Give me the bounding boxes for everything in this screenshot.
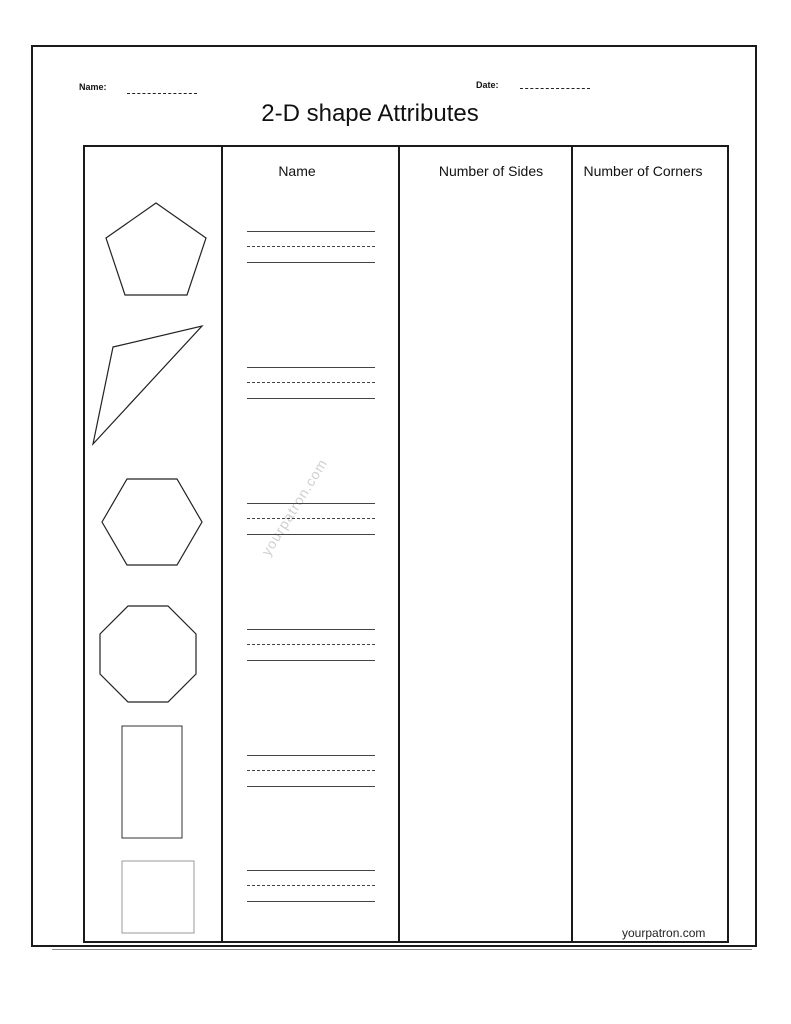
column-header-name: Name [278,163,316,179]
name-writing-lines[interactable] [247,755,375,789]
column-divider-1 [221,145,223,943]
square-icon [119,858,197,936]
page-title: 2-D shape Attributes [261,100,479,127]
date-label: Date: [476,80,499,90]
triangle-icon [88,320,208,450]
date-blank [520,88,590,89]
name-writing-lines[interactable] [247,231,375,265]
name-writing-lines[interactable] [247,629,375,663]
column-header-corners: Number of Corners [583,163,703,179]
name-label: Name: [79,82,107,92]
name-writing-lines[interactable] [247,503,375,537]
footer-site: yourpatron.com [622,926,706,940]
frame-bottom-stroke [52,949,752,950]
octagon-icon [94,601,202,709]
column-divider-2 [398,145,400,943]
name-writing-lines[interactable] [247,367,375,401]
hexagon-icon [97,474,207,570]
name-writing-lines[interactable] [247,870,375,904]
column-divider-3 [571,145,573,943]
watermark: yourpatron.com [258,455,331,559]
rectangle-icon [119,723,185,841]
name-blank [127,93,197,94]
pentagon-icon [100,198,212,300]
column-header-sides: Number of Sides [438,163,544,179]
